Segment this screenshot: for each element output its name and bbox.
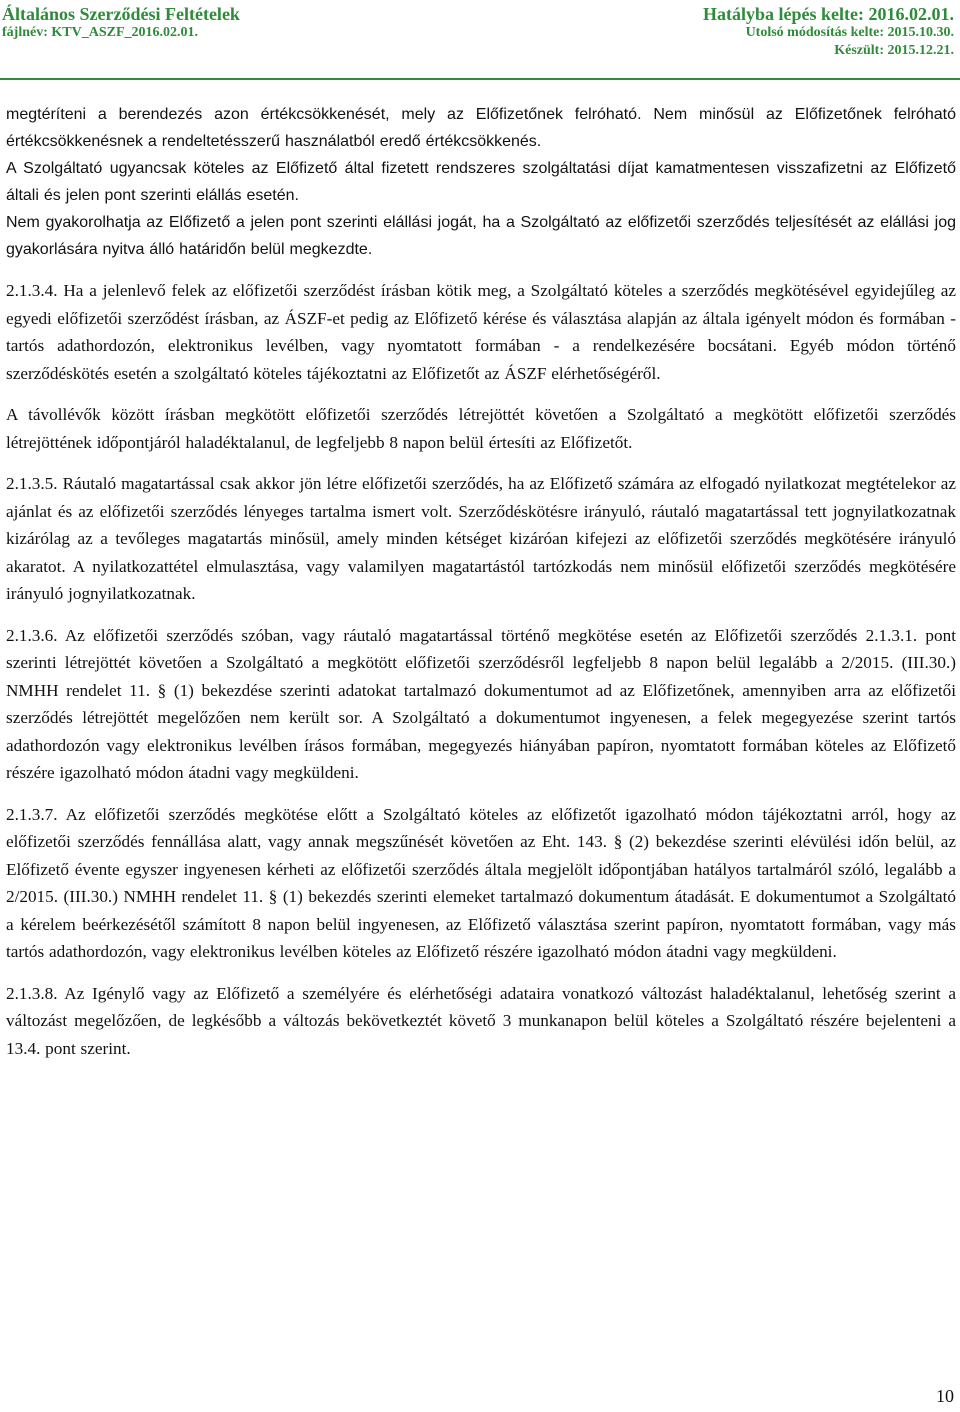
paragraph-2-1-3-5: 2.1.3.5. Ráutaló magatartással csak akkor jön létre előfizetői szerződés, ha az Előfizető számára az elfogadó nyilatkozat megtételekor az ajánlat és az előfizetői szerződés lényeges tartalma ismert volt. Szerződéskötésre irányuló, ráutaló magatartással tett jognyilatkozatnak kizárólag az a tevőleges magatartás minősül, amely minden kétséget kizáróan kifejezi az előfizetői szerződés megkötésére irányuló akaratot. A nyilatkozattétel elmulasztása, vagy valamilyen magatartástól tartózkodás nem minősül előfizetői szerződés megkötésére irányuló jognyilatkozatnak. bbox=[6, 474, 956, 603]
paragraph: A Szolgáltató ugyancsak köteles az Előfizető által fizetett rendszeres szolgáltatási díjat kamatmentesen visszafizetni az Előfizető általi és jelen pont szerinti elállás esetén. bbox=[6, 160, 956, 204]
created-date: Készült: 2015.12.21. bbox=[834, 43, 954, 58]
paragraph: Nem gyakorolhatja az Előfizető a jelen pont szerinti elállási jogát, ha a Szolgáltató az előfizetői szerződés teljesítését az elállási jog gyakorlására nyitva álló határidőn belül megkezdte. bbox=[6, 214, 956, 258]
header-left bbox=[2, 4, 240, 42]
paragraph-2-1-3-8: 2.1.3.8. Az Igénylő vagy az Előfizető a személyére és elérhetőségi adataira vonatkozó változást haladéktalanul, lehetőség szerint a változást megelőzően, de legkésőbb a változás bekövetkeztét követő 3 munkanapon belül köteles a Szolgáltató részére bejelenteni a 13.4. pont szerint. bbox=[6, 983, 956, 1058]
paragraph: A távollévők között írásban megkötött előfizetői szerződés létrejöttét követően a Szolgáltató a megkötött előfizetői szerződés létrejöttének időpontjáról haladéktalanul, de legfeljebb 8 napon belül értesíti az Előfizetőt. bbox=[6, 405, 956, 452]
paragraph: megtéríteni a berendezés azon értékcsökkenését, mely az Előfizetőnek felróható. Nem minősül az Előfizetőnek felróható értékcsökkenésnek a rendeltetésszerű használatból eredő értékcsökkenés. bbox=[6, 106, 956, 150]
paragraph-2-1-3-4: 2.1.3.4. Ha a jelenlevő felek az előfizetői szerződést írásban kötik meg, a Szolgáltató köteles a szerződés megkötésével egyidejűleg az egyedi előfizetői szerződést írásban, az ÁSZF-et pedig az Előfizető kérése és választása alapján az általa igényelt módon és formában - tartós adathordozón, elektronikus levélben, vagy nyomtatott formában - a rendelkezésére bocsátani. Egyéb módon történő szerződéskötés esetén a szolgáltató köteles tájékoztatni az Előfizetőt az ÁSZF elérhetőségéről. bbox=[6, 281, 956, 383]
modified-date: Utolsó módosítás kelte: 2015.10.30. bbox=[745, 25, 954, 40]
header-right bbox=[703, 4, 954, 60]
page-header bbox=[0, 0, 960, 78]
header-divider bbox=[0, 78, 960, 80]
page-number: 10 bbox=[936, 1386, 954, 1406]
file-name: fájlnév: KTV_ASZF_2016.02.01. bbox=[2, 25, 198, 40]
effective-date: Hatályba lépés kelte: 2016.02.01. bbox=[703, 4, 954, 24]
paragraph-2-1-3-6: 2.1.3.6. Az előfizetői szerződés szóban, vagy ráutaló magatartással történő megkötése esetén az Előfizetői szerződés 2.1.3.1. pont szerinti létrejöttét követően a Szolgáltató a megkötött előfizetői szerződésről legfeljebb 8 napon belül legalább a 2/2015. (III.30.) NMHH rendelet 11. § (1) bekezdése szerinti adatokat tartalmazó dokumentumot ad az Előfizetőnek, amennyiben arra az előfizetői szerződés létrejöttét megelőzően nem került sor. A Szolgáltató a dokumentumot ingyenesen, a felek megegyezése szerint tartós adathordozón vagy elektronikus levélben írásos formában, megegyezés hiányában papíron, nyomtatott formában köteles az Előfizető részére igazolható módon átadni vagy megküldeni. bbox=[6, 625, 956, 782]
document-title: Általános Szerződési Feltételek bbox=[2, 4, 240, 24]
paragraph-2-1-3-7: 2.1.3.7. Az előfizetői szerződés megkötése előtt a Szolgáltató köteles az előfizetőt igazolható módon tájékoztatni arról, hogy az előfizetői szerződés fennállása alatt, vagy annak megszűnését követően az Eht. 143. § (2) bekezdése szerinti elévülési időn belül, az Előfizető évente egyszer ingyenesen kérheti az előfizetői szerződés általa megjelölt időpontjában hatályos tartalmáról szóló, legalább a 2/2015. (III.30.) NMHH rendelet 11. § (1) bekezdés szerinti elemeket tartalmazó dokumentum átadását. E dokumentumot a Szolgáltató a kérelem beérkezésétől számított 8 napon belül ingyenesen, az Előfizető választása szerint papíron, nyomtatott formában, vagy más tartós adathordozón, vagy elektronikus levélben köteles az Előfizető részére igazolható módon átadni vagy megküldeni. bbox=[6, 804, 956, 961]
document-body bbox=[6, 101, 956, 1062]
